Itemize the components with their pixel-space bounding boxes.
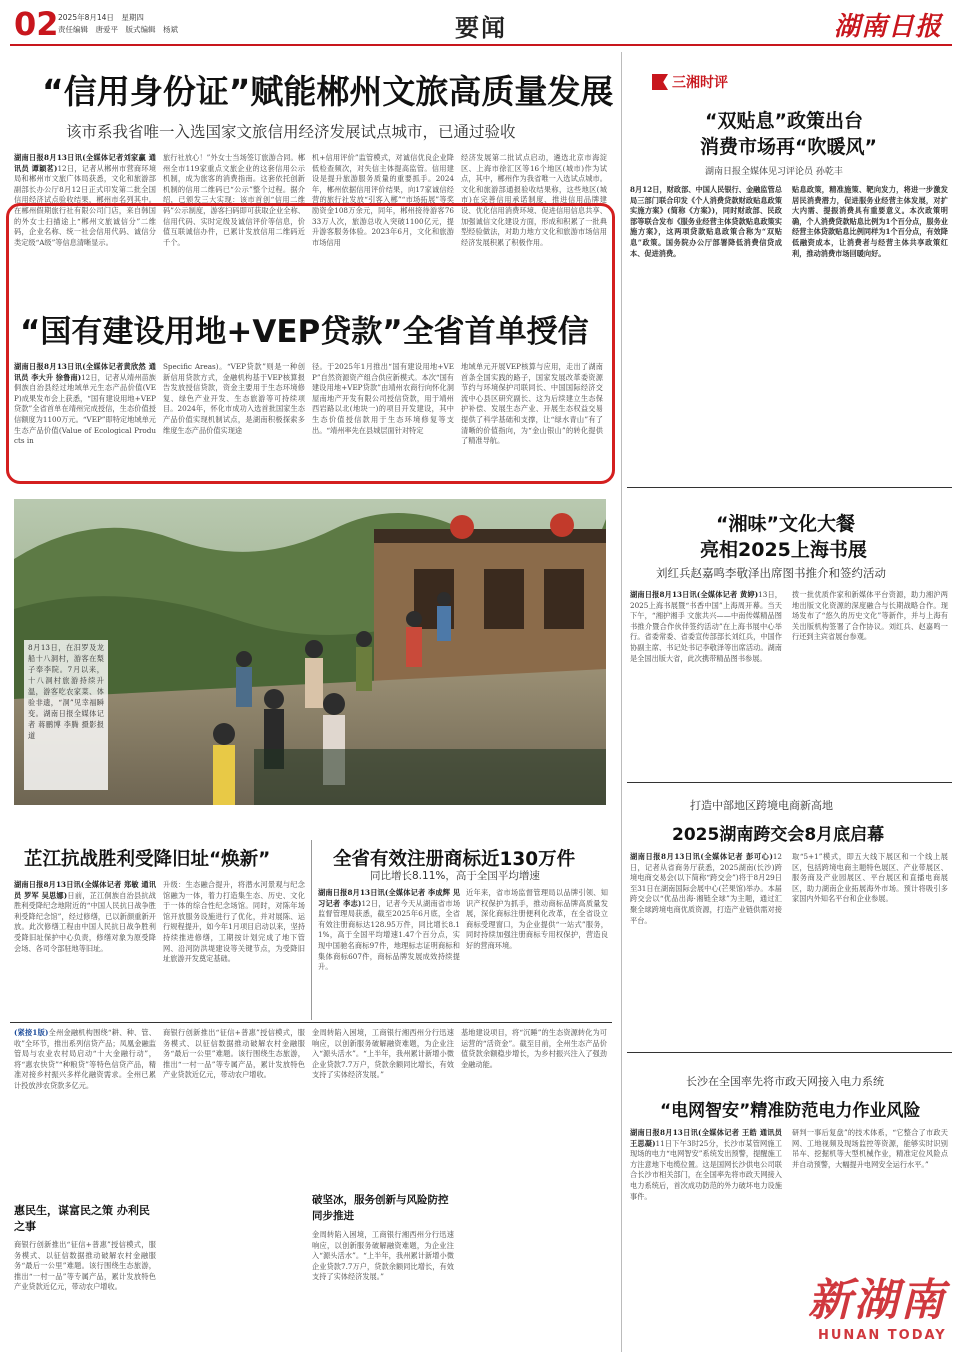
body-text: 全州金融机构围绕“耕、种、管、收”全环节，推出系列信贷产品；凤凰金融监管局与农业农村局启动“十大金融行动”，将“惠农快贷”“种粮贷”等特色信贷产品，精准对接乡村振兴多样化融资需求。全州已累计投放涉农贷款多亿元。 [14,1028,156,1090]
section-rule [10,1022,612,1023]
article-column: 拨一批优质作家和新媒体平台资源，助力湘沪两地出版文化资源的深度融合与长期战略合作。现场发布了“悠久的历史文化”等新作，并与上海有关出版机构签署了合作协议。刘红兵、赵嘉鸣一行还到主宾省展台参观。 [792,590,948,642]
article-title-zhijiang: 芷江抗战胜利受降旧址“焕新” [24,849,271,870]
date-line: 2025年8月14日 星期四 [58,13,144,22]
article-title-shanghai-line1: “湘味”文化大餐 [716,513,855,535]
byline: 湖南日报8月13日讯(全媒体记者 彭可心) [630,852,773,861]
article-column: 8月12日，财政部、中国人民银行、金融监管总局三部门联合印发《个人消费贷款财政贴息政策实施方案》(简称《方案》)，同时财政部、民政部等联合发布《服务业经营主体贷款贴息政策实施方案》，这两项贷款贴息政策合称为“双贴息”政策。国务院办公厅部署降低消费信贷成本、促进消费。 [630,185,782,258]
body-text: 11日下午3时25分，长沙市某管网施工现场的电力“电网智安”系统发出预警，提醒施工方注意地下电缆位置。这是国网长沙供电公司联合长沙市相关部门，在全国率先将市政天网接入电力系统后，首次成功防范的外力破坏电力设施事件。 [630,1138,782,1201]
article-column: Specific Areas)。“VEP贷款”则是一种创新信用贷款方式，金融机构基于VEP核算报告发放授信贷款，资金主要用于生态环境修复、绿色产业开发、生态旅游等可持续项目。2024年，怀化市成功入选首批国家生态产品价值实现机制试点，是湖南积极探索多维度生态产品价值实现途 [163,362,305,435]
body-text: 12日，记者今天从湖南省市场监督管理局获悉，截至2025年6月底，全省有效注册商标达128.95万件，同比增长8.11%，高于全国平均增速1.47个百分点，实现中国驰名商标97件，地理标志证明商标和集体商标607件，商标品牌发展成效持续提升。 [318,898,460,972]
article-kicker-expo: 打造中部地区跨境电商新高地 [690,799,833,812]
commentary-title-line1: “双贴息”政策出台 [705,110,863,132]
watermark-logo: 新湖南 [808,1275,946,1326]
commentary-byline: 湖南日报全媒体见习评论员 孙乾丰 [705,167,843,177]
article-column: 升级：生态融合提升，将潜水河景观与纪念馆融为一体，着力打造集生态、历史、文化于一体的综合性纪念场馆。同时，对陈年场馆开放服务设施进行了优化，并对展陈、运行规程提升，如今年1月项目启动以来，坚持持续推进修缮，工期按计划完成了地下管网、沿河防洪堤建设等关键节点，为受降旧址旅游开发奠定基础。 [163,880,305,964]
continued-marker: (紧接1版) [14,1028,49,1037]
article-column [630,590,782,772]
header-rule [10,44,952,46]
section-title: 要闻 [455,14,507,42]
article-column [318,888,460,1018]
subheading: 破坚冰，服务创新与风险防控同步推进 [312,1194,449,1222]
article-subtitle-shanghai: 刘红兵赵嘉鸣李敬泽出席图书推介和签约活动 [656,566,886,580]
commentary-column-name: 三湘时评 [672,75,728,91]
article-title-trademark: 全省有效注册商标近130万件 [333,849,576,870]
editors-line: 责任编辑 唐爱平 版式编辑 杨斌 [58,25,178,34]
flag-icon [652,74,668,90]
article-column: 基地建设项目，将“沉睡”的生态资源转化为可运营的“活资金”。截至目前，全州生态产品价值贷款余额稳步增长，为乡村振兴注入了强劲金融动能。 [461,1028,607,1069]
article-column [14,362,156,476]
article-column [630,852,782,1042]
byline: 湖南日报8月13日讯(全媒体记者刘家赢 通讯员 谭颖茗) [14,153,156,173]
byline: 湖南日报8月13日讯(全媒体记者黄欣然 通讯员 李大升 徐鲁南) [14,362,156,382]
newspaper-logo: 湖南日报 [834,12,943,42]
article-column: 金周转陷入困境，工商银行湘西州分行迅速响应，以创新服务破解融资难题，为企业注入“源头活水”。“上半年，我州累计新增小微企业贷款7.7万户，贷款余额同比增长，有效支持了实体经济发展。” [312,1230,454,1282]
article-kicker-grid: 长沙在全国率先将市政天网接入电力系统 [686,1075,884,1088]
subheading: 惠民生，谋富民之策 办利民之事 [14,1204,150,1233]
article-column: 旅行社放心！”外女士当场签订旅游合同。郴州全市119家重点文旅企业的这套信用公示机制，成为旅客的消费指南。这套依托创新机制的信用二维码已“公示”整个过程。据介绍，已颁发三大实现：该市首创“信用二维码”公示制度，游客扫码即可获取企业全称、信用代码、实时定级及诚信评价等信息，价值互联诚信办件，已累计发放信用二维码近千个。 [163,153,305,247]
section-rule [627,487,952,488]
body-text: 13日，2025上海书展暨“书香中国”上海周开幕。当天下午，“湘护湘手 文旅共兴——中南传媒精品图书推介暨合作伙伴签约活动”在上海书展中心举行。省委常委、省委宣传部部长刘红兵，中国作协副主席、书记处书记李敬泽等出席活动。湖南是全国出版大省，此次携带精品图书参展。 [630,590,782,663]
article-column: 取“5+1”模式，即五大线下展区和一个线上展区，包括跨境电商主题特色展区、产业带展区、服务商及产业园展区、平台展区和直播电商展区，助力湖南企业拓展海外市场。预计将吸引多家国内外知名平台和企业参展。 [792,852,948,904]
article-column [630,1128,782,1352]
column-divider [621,52,622,1352]
article-title-vep-loan: “国有建设用地+VEP贷款”全省首单授信 [20,314,589,350]
commentary-title-line2: 消费市场再“吹暖风” [700,136,877,158]
byline: 湖南日报8月13日讯(全媒体记者 郑敏 通讯员 罗军 吴思娜) [14,880,156,900]
article-column [14,1028,156,1198]
byline: 湖南日报8月13日讯(全媒体记者 李成辉 见习记者 李志) [318,888,460,908]
article-title-expo: 2025湖南跨交会8月底启幕 [672,825,885,845]
article-column: 研判一事后复盘”的技术体系，“它整合了市政天网、工地视频及现场监控等资源，能够实时识别吊车、挖掘机等大型机械作业，精准定位风险点并自动预警，大幅提升电网安全运行水平。” [792,1128,948,1169]
page-number: 02 [14,5,59,43]
article-title-credit-id: “信用身份证”赋能郴州文旅高质量发展 [42,72,614,111]
article-column: 径。于2025年1月推出“国有建设用地+VEP”自然资源资产组合供应新模式。本次“国有建设用地+VEP贷款”由靖州农商行向怀化洞屋南地产开发有限公司授信贷款，用于靖州西岩路以北(地块一)的项目开发建设，其中生态价值授信款用于生态环境修复等支出。“靖州率先在县城层面针对特定 [312,362,454,435]
article-title-shanghai-line2: 亮相2025上海书展 [700,539,867,561]
photo-caption: 8月13日，在汨罗及龙船十八洞村，游客在梨子奉李院。7月以来，十八洞村旅游持续升温，游客吃农家菜、体验非遗，“洞”见幸福瞬变。湖南日报全媒体记者 蒋鹏博 李腾 摄影报道 [24,640,108,790]
section-rule [627,782,952,783]
body-text: 日前，芷江侗族自治县抗战胜利受降纪念地附近的“中国人民抗日战争胜利受降纪念馆”，经过修缮，已以新颜重新开放。此次修缮工程由中国人民抗日战争胜利受降旧址保护中心负责，修缮对象为原受降会场、各司令部驻地等旧址。 [14,890,156,953]
article-column [14,880,156,1018]
body-text: 12日，记者从省商务厅获悉，2025湖南(长沙)跨境电商交易会(以下简称“跨交会”)将于8月29日至31日在湖南国际会展中心(芒果馆)举办。本届跨交会以“优品出海·湘链全球”为主题，通过汇聚全球跨境电商优质资源，打造产业链供需对接平台。 [630,852,782,925]
byline: 湖南日报8月13日讯(全媒体记者 黄婷) [630,590,759,599]
watermark-en: HUNAN TODAY [818,1328,947,1343]
article-column: 贴息政策，精准施策、靶向发力，将进一步激发居民消费潜力，促进服务业经营主体发展，对扩大内需、提振消费具有重要意义。本次政策明确，个人消费贷款贴息比例为1个百分点，服务业经营主体贷款贴息比例同样为1个百分点，有效降低融资成本，让消费者与经营主体共享政策红利，推动消费市场回暖向好。 [792,185,948,258]
article-column: 地域单元开展VEP核算与应用，走出了湖南首条全国实践的路子，国家发展改革委资源节约与环境保护司联同长、中国国际经济交流中心县区研究副长、这为后续建立生态保护补偿、发展生态产业、开展生态权益交易提供了科学基础和支撑，让“绿水青山”有了清晰的价值指向，为“金山银山”的转化提供了精准导航。 [461,362,603,446]
article-title-grid: “电网智安”精准防范电力作业风险 [660,1101,921,1121]
body-text: 12日，记者从郴州市营商环境局和郴州市文旅广体局获悉，文化和旅游部副部长办公厅8月12日正式印发第二批全国信用经济试点验收结果，郴州市名列其中。在郴州假期旅行社有限公司门店，来自韩国的外女士扫描途上“郴州文旅诚信分”二维码，企业名称、统一社会信用代码、诚信分类定级“A级”等信息清晰显示。 [14,163,156,247]
body-text: 12日，记者从靖州苗族侗族自治县经过地域单元生态产品价值(VEP)成果发布会上获悉，“国有建设用地+VEP贷款”全省首单在靖州完成授信，生态价值授信额度为1100万元。“VEP”即特定地域单元生态产品价值(Value of Ecological Products in [14,372,156,446]
column-divider [311,840,312,1020]
article-column: 机+信用评价”监管模式，对诚信优良企业降低检查频次，对失信主体提高监管。信用建设是提升旅游服务质量的重要抓手。2024年，郴州依据信用评价结果，向17家诚信经营的旅行社发放“引客入郴”“市场拓展”等奖励资金108万余元，同年，郴州接待游客7633万人次，旅游总收入突破1100亿元，提升游客服务体验。2023年6月，文化和旅游市场信用 [312,153,454,247]
commentary-badge [652,72,728,92]
article-subtitle-trademark: 同比增长8.11%，高于全国平均增速 [370,870,540,882]
article-column: 金周转陷入困境，工商银行湘西州分行迅速响应，以创新服务破解融资难题，为企业注入“源头活水”。“上半年，我州累计新增小微企业贷款7.7万户，贷款余额同比增长，有效支持了实体经济发展。” [312,1028,454,1080]
section-rule [627,1052,952,1053]
article-subtitle-credit-id: 该市系我省唯一入选国家文旅信用经济发展试点城市，已通过验收 [66,123,516,141]
byline: 湖南日报8月13日讯(全媒体记者 王皓 通讯员 王思凝) [630,1128,782,1148]
article-column: 近年来，省市场监督管理局以品牌引领、知识产权保护为抓手，推动商标品牌高质量发展，深化商标注册便利化改革，在全省设立商标受理窗口，为企业提供“一站式”服务，同时持续加强注册商标专用权保护，营造良好的营商环境。 [466,888,608,950]
article-column: 商银行创新推出“征信+普惠”授信模式，服务模式、以征信数据推动破解农村金融服务“最后一公里”难题。该行围绕生态旅游，推出“一村一品”等专属产品，累计发放特色产业贷款近亿元，带动农户增收。 [163,1028,305,1080]
article-column: 商银行创新推出“征信+普惠”授信模式，服务模式、以征信数据推动破解农村金融服务“最后一公里”难题。该行围绕生态旅游，推出“一村一品”等专属产品，累计发放特色产业贷款近亿元，带动农户增收。 [14,1240,156,1292]
article-column: 经济发展第二批试点启动，遴选北京市海淀区、上海市徐汇区等16个地区(城市)作为试点，其中，郴州作为我省唯一入选试点城市。文化和旅游部通报验收结果称，这些地区(城市)在完善信用承诺制度、推进信用品牌建设、优化信用消费环境、促进信用信息共享、加强诚信文化建设方面，形成和积累了一批典型经验做法，对助力地方文化和旅游市场信用经济发展积累了积极作用。 [461,153,607,247]
